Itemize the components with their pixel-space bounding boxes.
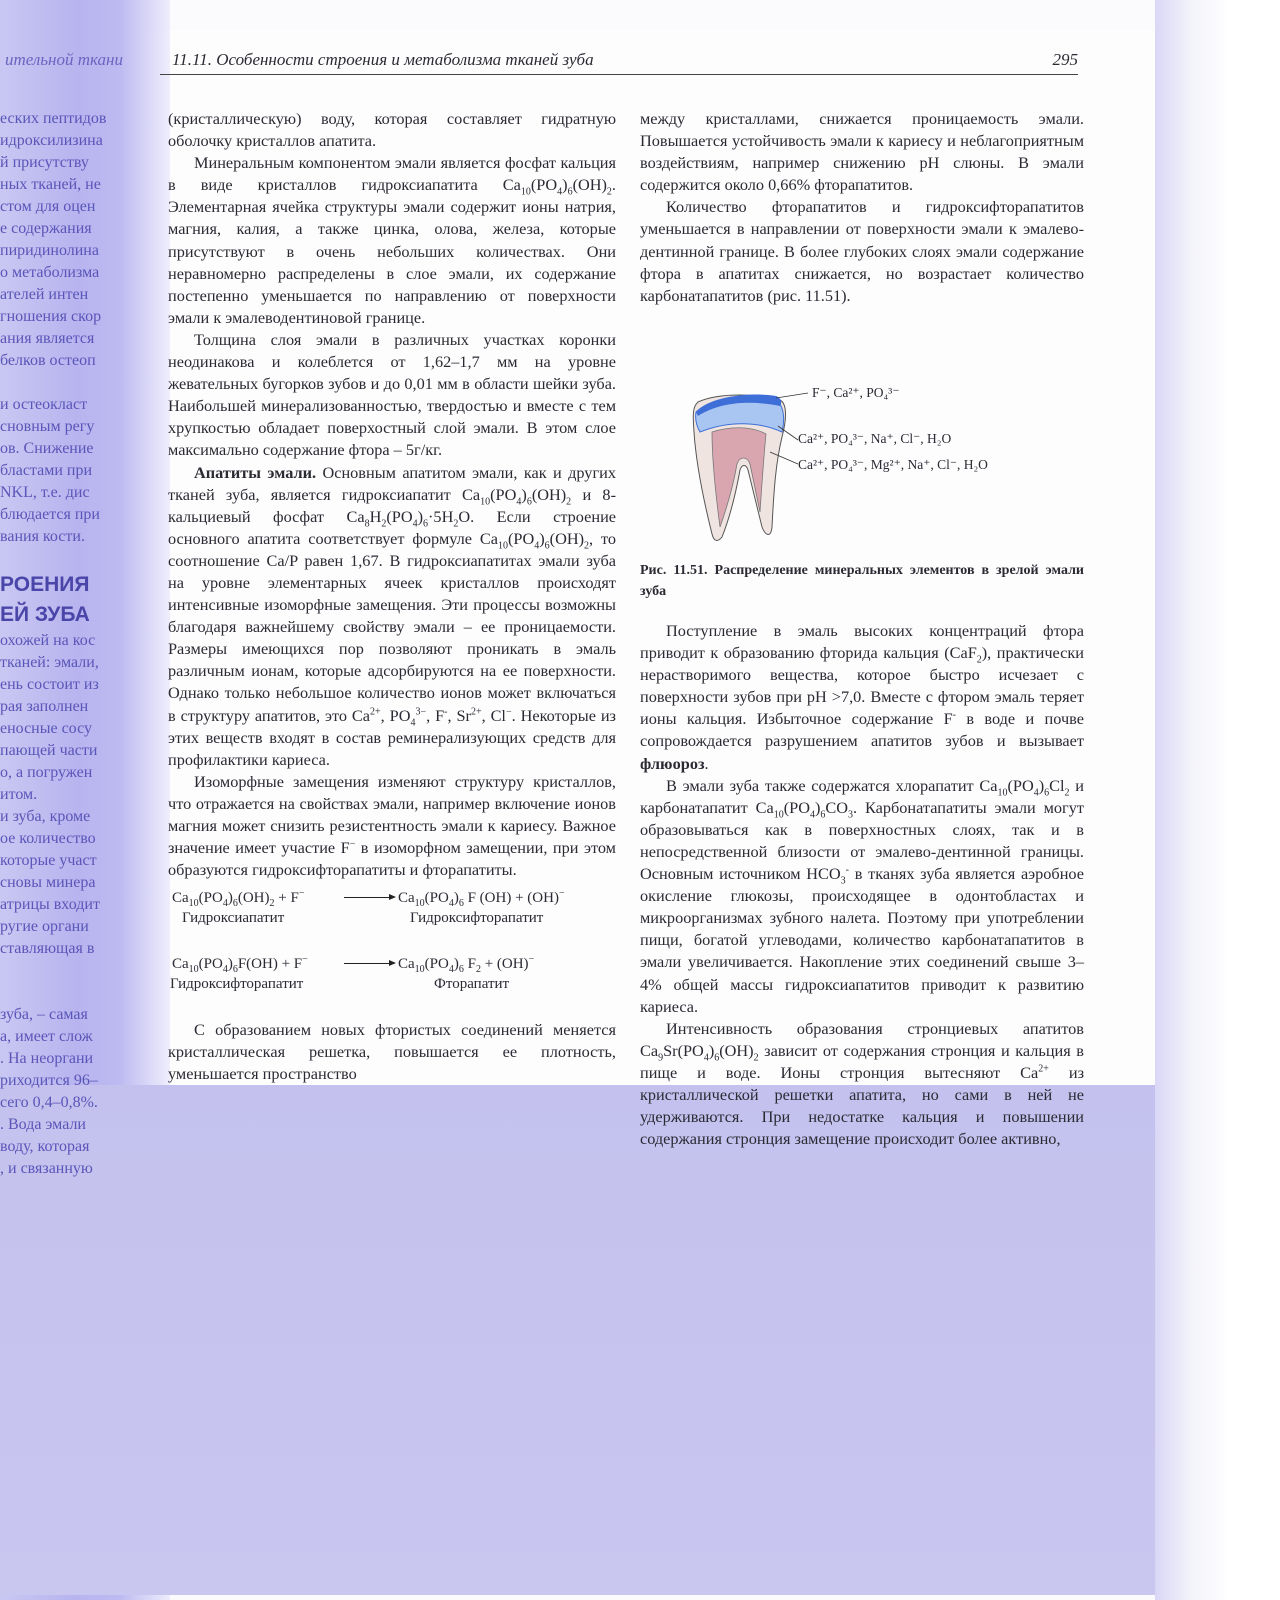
previous-page-line: ЕЙ ЗУБА [0, 603, 90, 626]
previous-page-line: воду, которая [0, 1138, 90, 1155]
previous-running-head: ительной ткани [5, 50, 123, 69]
previous-page-line: ень состоит из [0, 676, 99, 693]
label-middle-ions: Ca²⁺, PO₄³⁻, Na⁺, Cl⁻, H₂O [798, 431, 952, 446]
previous-page-line: блюдается при [0, 506, 100, 523]
paragraph: Толщина слоя эмали в различных участках коронки неодинакова и колеблется от 1,62–1,7 мм на уровне жевательных бугорков зубов и до 0,01 мм в области шейки зуба. Наибольшей минерализованностью, твердостью и вместе с тем хрупкостью обладает поверхостный слой эмали. В этом слое максимально содержание фтора – 5г/кг. [168, 329, 616, 460]
label-pointer [776, 393, 808, 398]
label-surface-ions: F⁻, Ca²⁺, PO₄³⁻ [812, 385, 900, 400]
previous-page-line [0, 372, 132, 394]
paragraph: В эмали зуба также содержатся хлорапатит $Ca_{10}(PO_4)_6Cl_2$ и карбонатапатит $Ca_{10}(PO_4)_6CO_3$. Карбонатапатиты эмали могут образовываться как в поверхностных слоях, так и в непосредственной близости от эмалево-дентинной границы. Основным источником $HCO_3^-$ в тканях зуба является аэробное окисление глюкозы, происходящее в одонтобластах и микроорганизмах зубного налета. Поэтому при употреблении пищи, богатой углеводами, количество карбонатапатитов в эмали увеличивается. Накопление этих соединений свыше 3–4% общей массы гидроксиапатитов приводит к развитию кариеса. [640, 775, 1084, 1016]
paragraph: Поступление в эмаль высоких концентраций фтора приводит к образованию фторида кальция (CaF$_2$), практически нерастворимого вещества, которое быстро исчезает с поверхности зубов при pH >7,0. Вместе с фтором эмаль теряет ионы кальция. Избыточное содержание F- в воде и почве сопровождается разрушением апатитов зубов и вызывает флюороз. [640, 621, 1084, 773]
paragraph: между кристаллами, снижается проницаемость эмали. Повышается устойчивость эмали к кариесу и неблагоприятным воздействиям, например снижению pH слюны. В эмали содержится около 0,66% фторапатитов. [640, 109, 1084, 195]
previous-page-line: еских пептидов [0, 110, 107, 127]
previous-page-line: еносные сосу [0, 720, 92, 737]
right-column-upper [640, 108, 1084, 307]
reaction-formula-2: $Ca_{10}(PO_4)_6F(OH) + F^-$ $Ca_{10}(PO_4)_6$ $F_2 + (OH)^-$ Гидроксифторапатит Фторапатит [170, 954, 535, 993]
previous-page-line: итом. [0, 786, 38, 803]
previous-page-line: NKL, т.е. дис [0, 484, 90, 501]
previous-page-line: о метаболизма [0, 264, 100, 281]
previous-page-line: ателей интен [0, 286, 89, 303]
previous-page-line: стом для оцен [0, 198, 96, 215]
previous-page-line: зуба, – самая [0, 1006, 88, 1023]
previous-page-line [0, 548, 132, 570]
reaction-arrow [344, 963, 394, 964]
previous-page-line: бластами при [0, 462, 93, 479]
previous-page-line: . Вода эмали [0, 1116, 86, 1133]
previous-page-line: сновным регу [0, 418, 95, 435]
previous-page-line: ных тканей, не [0, 176, 101, 193]
right-scan-margin [1155, 0, 1280, 1600]
term-fluorosis: флюороз [640, 753, 705, 773]
running-head-title: 11.11. Особенности строения и метаболизма тканей зуба [172, 50, 594, 69]
previous-page-line: рая заполнен [0, 698, 89, 715]
figure-caption: Рис. 11.51. Распределение минеральных элементов в зрелой эмали зуба [640, 563, 1084, 599]
reaction-formula-1: $Ca_{10}(PO_4)_6(OH)_2 + F^-$ $Ca_{10}(PO_4)_6$ F (OH) + (OH)− Гидроксиапатит Гидроксифторапатит [172, 888, 565, 927]
previous-page-line: РОЕНИЯ [0, 573, 90, 596]
previous-page-line [0, 960, 132, 982]
paragraph: С образованием новых фтористых соединений меняется кристаллическая решетка, повышается ее плотность, уменьшается пространство [168, 1020, 616, 1084]
paragraph: Количество фторапатитов и гидроксифторапатитов уменьшается в направлении от поверхности эмали к эмалево-дентинной границе. В более глубоких слоях эмали содержание фтора в апатитах снижается, но возрастает количество карбонатапатитов (рис. 11.51). [640, 197, 1084, 305]
previous-page-line: й присутству [0, 154, 89, 171]
previous-page-line: . На неоргани [0, 1050, 94, 1067]
reaction-arrow [344, 897, 394, 898]
previous-page-line: атрицы входит [0, 896, 100, 913]
page-number: 295 [1052, 50, 1078, 69]
previous-page-line: риходится 96– [0, 1072, 98, 1089]
previous-page-line: пиридинолина [0, 242, 99, 259]
previous-page-line: ое количество [0, 830, 96, 847]
previous-page-line: е содержания [0, 220, 92, 237]
previous-page-line: ругие органи [0, 918, 89, 935]
previous-page-line [0, 982, 132, 1004]
previous-page-line: о, а погружен [0, 764, 93, 781]
previous-page-line: гношения скор [0, 308, 102, 325]
running-head [5, 46, 1078, 75]
right-column-lower [640, 620, 1084, 1150]
previous-page-line: ов. Снижение [0, 440, 94, 457]
paragraph: Апатиты эмали. Основным апатитом эмали, как и других тканей зуба, является гидроксиапатит $Ca_{10}(PO_4)_6(OH)_2$ и 8-кальциевый фосфат $Ca_8H_2(PO_4)_6\cdot 5H_2O$. Если строение основного апатита соответствует формуле $Ca_{10}(PO_4)_6(OH)_2$, то соотношение Ca/P равен 1,67. В гидроксиапатитах эмали зуба на уровне элементарных ячеек кристаллов происходят интенсивные изоморфные замещения. Эти процессы возможны благодаря важнейшему свойству эмали – ее проницаемости. Размеры имеющихся пор позволяют проникать в эмаль различным ионам, которые адсорбируются на ее поверхности. Однако только небольшое количество ионов может включаться в структуру апатитов, это $Ca^{2+}$, $PO_4^{3-}$, F-, $Sr^{2+}$, Cl−. Некоторые из этих веществ входят в состав реминерализующих средств для профилактики кариеса. [168, 462, 617, 769]
lower-scan-shadow [0, 1085, 1160, 1595]
previous-page-line: тканей: эмали, [0, 654, 99, 671]
label-deep-ions: Ca²⁺, PO₄³⁻, Mg²⁺, Na⁺, Cl⁻, H₂O [798, 457, 988, 472]
previous-page-line: идроксилизина [0, 132, 103, 149]
section-term: Апатиты эмали. [194, 462, 317, 482]
previous-page-line: а, имеет слож [0, 1028, 93, 1045]
previous-page-line: ания является [0, 330, 95, 347]
paragraph: Интенсивность образования стронциевых апатитов $Ca_9Sr(PO_4)_6(OH)_2$ зависит от содержания стронция и кальция в пище и воде. Ионы стронция вытесняют $Ca^{2+}$ из кристаллической решетки апатита, но сами в ней не удерживаются. При недостатке кальция и повышении содержания стронция замещение происходит более активно, [640, 1018, 1084, 1149]
previous-page-line: сего 0,4–0,8%. [0, 1094, 98, 1111]
previous-page-line: которые участ [0, 852, 97, 869]
previous-page-fragments [0, 108, 132, 1180]
paragraph: (кристаллическую) воду, которая составляет гидратную оболочку кристаллов апатита. [168, 109, 616, 151]
previous-page-line: сновы минера [0, 874, 96, 891]
paragraph: Изоморфные замещения изменяют структуру кристаллов, что отражается на свойствах эмали, например включение ионов магния может снизить резистентность эмали к кариесу. Важное значение имеет участие F− в изоморфном замещении, при этом образуются гидроксифторапатиты и фторапатиты. [168, 771, 616, 880]
paragraph: Минеральным компонентом эмали является фосфат кальция в виде кристаллов гидроксиапатита $Ca_{10}(PO_4)_6(OH)_2$. Элементарная ячейка структуры эмали содержит ионы натрия, магния, калия, а также цинка, олова, железа, которые присутствуют в очень небольших количествах. Они неравномерно распределены в слое эмали, их содержание постепенно уменьшается по направлению от поверхности эмали к эмалеводентиновой границе. [168, 153, 616, 327]
previous-page-line: и зуба, кроме [0, 808, 91, 825]
previous-page-line: ставляющая в [0, 940, 95, 957]
previous-page-line: белков остеоп [0, 352, 96, 369]
previous-page-line: , и связанную [0, 1160, 93, 1177]
left-column [168, 108, 616, 1086]
previous-page-line: вания кости. [0, 528, 85, 545]
previous-page-line: и остеокласт [0, 396, 88, 413]
previous-page-line: охожей на кос [0, 632, 96, 649]
previous-page-line: пающей части [0, 742, 98, 759]
